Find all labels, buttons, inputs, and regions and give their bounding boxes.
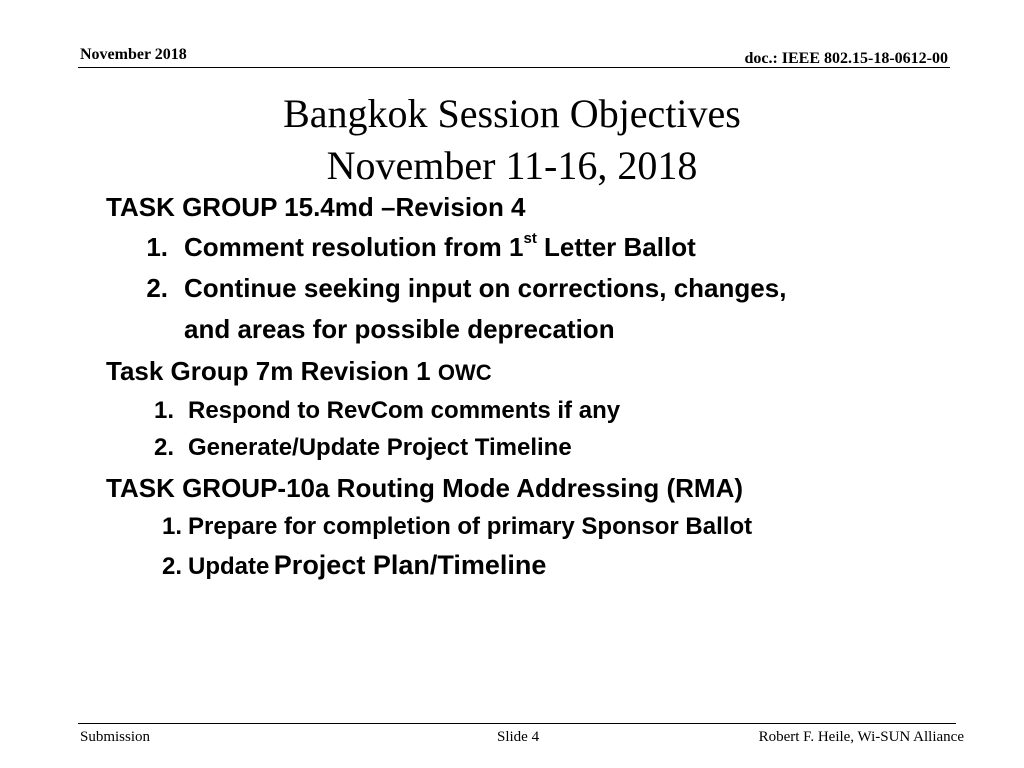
list-item: Prepare for completion of primary Sponsor Ballot — [188, 513, 753, 540]
header-date: November 2018 — [80, 46, 187, 63]
list-item-text: Project Plan/Timeline — [273, 550, 547, 580]
section-heading-tg10a: TASK GROUP-10a Routing Mode Addressing (RMA) — [106, 473, 743, 503]
slide-subtitle-date: November 11-16, 2018 — [326, 143, 698, 188]
header-doc-id: doc.: IEEE 802.15-18-0612-00 — [744, 50, 948, 67]
list-item-number: 1. — [146, 232, 168, 262]
section-heading-tg15-4md: TASK GROUP 15.4md –Revision 4 — [106, 192, 526, 222]
list-item — [184, 232, 696, 263]
footer-slide-number: Slide 4 — [497, 729, 540, 745]
section-heading-suffix: OWC — [437, 360, 492, 385]
slide-title: Bangkok Session Objectives — [283, 91, 741, 136]
list-item-text: Comment resolution from 1 — [184, 232, 524, 262]
list-item-text: Update — [188, 553, 270, 580]
list-item: Respond to RevCom comments if any — [188, 397, 621, 424]
list-item-number: 2. — [153, 434, 174, 461]
list-item-number: 2. — [161, 553, 182, 580]
section-heading-text: Task Group 7m Revision 1 — [106, 356, 431, 386]
footer-submission: Submission — [80, 729, 151, 745]
footer-divider — [78, 723, 956, 724]
list-item-number: 1. — [153, 397, 174, 424]
header-divider — [78, 67, 950, 68]
list-item-number: 2. — [146, 273, 168, 303]
list-item-continuation: and areas for possible deprecation — [184, 314, 615, 344]
ordinal-suffix: st — [523, 230, 537, 247]
list-item: Continue seeking input on corrections, changes, — [184, 273, 787, 303]
list-item: Generate/Update Project Timeline — [188, 434, 572, 461]
list-item-number: 1. — [161, 513, 182, 540]
list-item — [188, 550, 546, 581]
section-heading-tg7m — [106, 356, 492, 387]
footer-author: Robert F. Heile, Wi-SUN Alliance — [758, 729, 964, 745]
list-item-text: Letter Ballot — [536, 232, 696, 262]
